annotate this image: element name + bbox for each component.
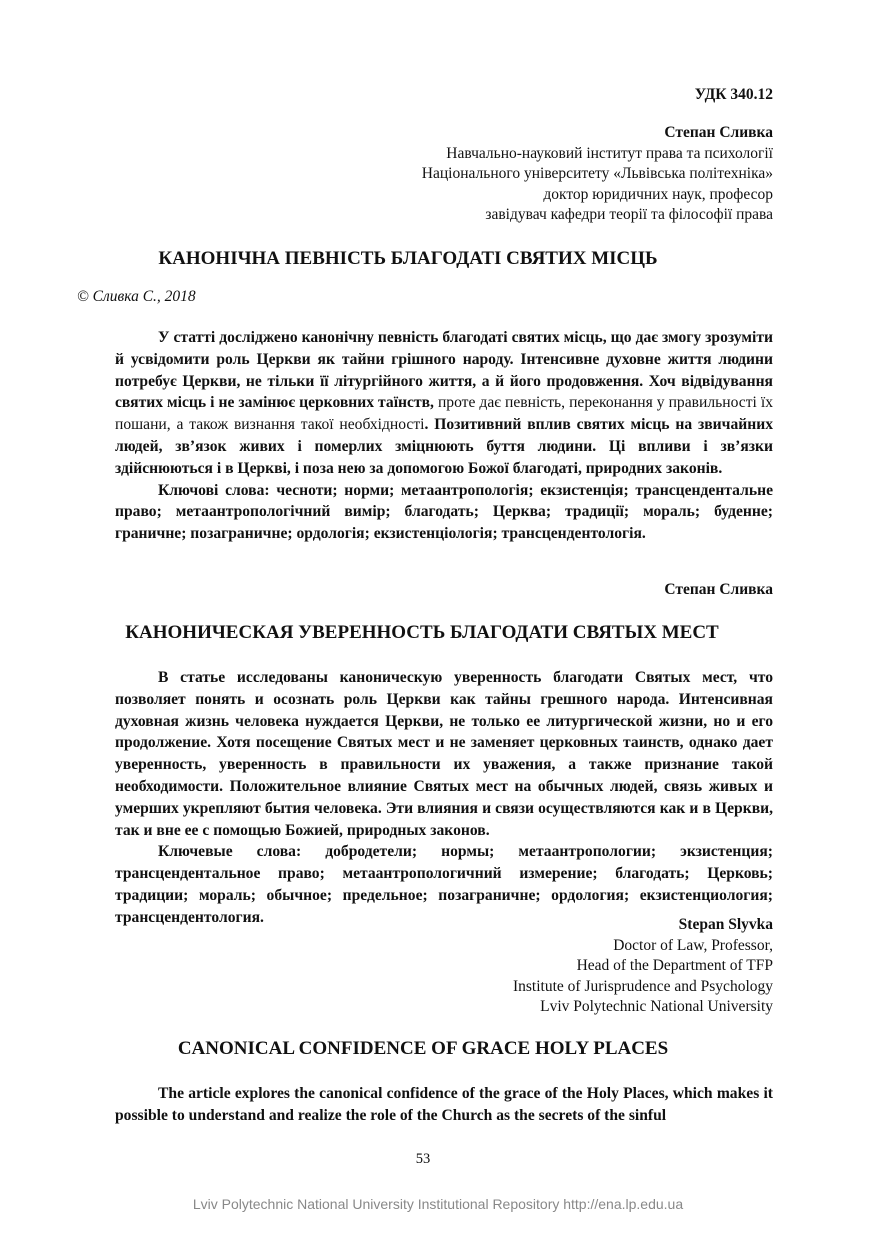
ua-abstract-text xyxy=(115,327,773,480)
en-abstract xyxy=(115,1083,773,1127)
en-author-position: Head of the Department of TFP xyxy=(576,957,773,974)
en-author-affiliation: Institute of Jurisprudence and Psychology xyxy=(512,977,773,995)
ru-title: КАНОНИЧЕСКАЯ УВЕРЕННОСТЬ БЛАГОДАТИ СВЯТЫХ МЕСТ xyxy=(125,622,719,643)
udk-code: УДК 340.12 xyxy=(694,86,773,103)
abstract-bold-part: . Позитивний вплив святих місць на звичайних людей, зв’язок живих і померлих зміцнюють буття людини. Ці впливи і зв’язки здійснюються і в Церкві, і поза нею за допомогою Божої благодаті, природних законів. xyxy=(115,416,773,477)
ru-author-name: Степан Сливка xyxy=(664,581,773,598)
en-author-affiliation: Lviv Polytechnic National University xyxy=(540,998,773,1015)
ua-title: КАНОНІЧНА ПЕВНІСТЬ БЛАГОДАТІ СВЯТИХ МІСЦЬ xyxy=(158,248,658,269)
ru-abstract xyxy=(115,667,773,929)
repository-footer: Lviv Polytechnic National University Institutional Repository http://ena.lp.edu.ua xyxy=(192,1196,684,1212)
page-number: 53 xyxy=(415,1151,431,1167)
en-author-degree: Doctor of Law, Professor, xyxy=(613,936,773,954)
ua-author-affiliation: Національного університету «Львівська політехніка» xyxy=(421,165,773,182)
copyright: © Сливка С., 2018 xyxy=(77,288,196,305)
abstract-bold-part: У статті досліджено канонічну певність благодаті святих місць, що дає змогу зрозуміти й усвідомити роль Церкви як тайни грішного народу. Інтенсивне духовне життя людини потребує Церкви, не тільки її літургійного життя, а й його продовження. Хоч відвідування святих місць і не замінює церковних таїнств, xyxy=(115,329,773,412)
ua-author-degree: доктор юридичних наук, професор xyxy=(543,185,773,203)
ua-author-position: завідувач кафедри теорії та філософії права xyxy=(485,206,773,223)
en-author-name: Stepan Slyvka xyxy=(678,916,773,933)
abstract-normal-part: проте дає певність, переконання у правильності їх пошани, а також визнання такої необхідності xyxy=(115,394,773,434)
ua-abstract xyxy=(115,327,773,545)
en-author-block xyxy=(513,915,773,1018)
ru-keywords: Ключевые слова: добродетели; нормы; метаантропологии; экзистенция; трансцендентальное право; метаантропологичний измерение; благодать; Церковь; традиции; мораль; обычное; предельное; позаграничне; ордология; екзистенциология; трансцендентология. xyxy=(115,843,773,926)
ua-keywords: Ключові слова: чесноти; норми; метаантропологія; екзистенція; трансцендентальне право; метаантропологічний вимір; благодать; Церква; традиції; мораль; буденне; граничне; позаграничне; ордологія; екзистенціологія; трансцендентологія. xyxy=(115,481,773,543)
ua-author-block xyxy=(422,123,773,226)
ua-author-name: Степан Сливка xyxy=(664,124,773,141)
ua-author-affiliation: Навчально-науковий інститут права та психології xyxy=(446,144,773,162)
en-abstract-text: The article explores the canonical confidence of the grace of the Holy Places, which makes it possible to understand and realize the role of the Church as the secrets of the sinful xyxy=(115,1085,773,1124)
ru-abstract-text: В статье исследованы каноническую уверенность благодати Святых мест, что позволяет понять и осознать роль Церкви как тайны грешного народа. Интенсивная духовная жизнь человека нуждается Церкви, не только ее литургической жизни, но и его продолжение. Хотя посещение Святых мест и не заменяет церковных таинств, однако дает уверенность, уверенность в правильности их уважения, а также признание такой необходимости. Положительное влияние Святых мест на обычных людей, связь живых и умерших укрепляют бытия человека. Эти влияния и связи осуществляются как и в Церкви, так и вне ее с помощью Божией, природных законов. xyxy=(115,669,773,839)
en-title: CANONICAL CONFIDENCE OF GRACE HOLY PLACES xyxy=(177,1038,669,1059)
